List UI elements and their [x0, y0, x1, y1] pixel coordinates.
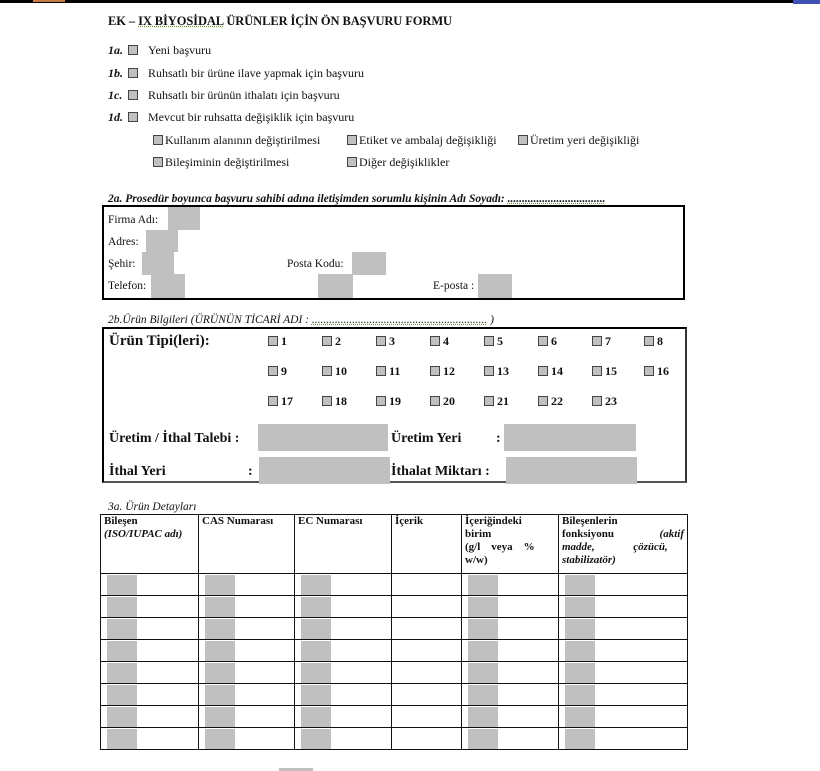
form-field-shading	[301, 685, 331, 705]
product-type-checkbox-16[interactable]	[644, 366, 654, 376]
table-cell[interactable]	[101, 706, 199, 728]
col-function-line: stabilizatör)	[562, 554, 616, 566]
product-type-number: 9	[281, 364, 287, 378]
form-field-shading	[107, 729, 137, 749]
table-cell[interactable]	[559, 640, 688, 662]
form-field-shading	[205, 575, 235, 595]
checkbox-other[interactable]	[347, 157, 357, 167]
product-details-table	[100, 514, 688, 750]
checkbox-composition[interactable]	[153, 157, 163, 167]
product-type-checkbox-4[interactable]	[430, 336, 440, 346]
checkbox-production-site[interactable]	[518, 135, 528, 145]
product-type-option	[268, 364, 287, 379]
product-type-option	[592, 364, 617, 379]
table-row	[101, 662, 688, 684]
col-function-line: madde, çözücü,	[562, 541, 668, 553]
product-type-number: 12	[443, 364, 455, 378]
suboption-composition	[153, 155, 289, 170]
form-field-shading	[205, 707, 235, 727]
company-name-field[interactable]	[168, 207, 200, 230]
section-2a-heading-text: 2a. Prosedür boyunca başvuru sahibi adına iletişimden sorumlu kişinin Adı Soyadı:	[108, 193, 508, 205]
product-type-number: 7	[605, 334, 611, 348]
section-2b-heading	[108, 314, 494, 326]
product-type-number: 18	[335, 394, 347, 408]
form-field-shading	[205, 663, 235, 683]
table-cell[interactable]	[392, 574, 462, 596]
col-function-line: fonksiyonu	[562, 528, 614, 540]
option-1d	[108, 110, 354, 125]
col-component-subtitle: (ISO/IUPAC adı)	[104, 528, 183, 540]
phone-field[interactable]	[151, 274, 185, 298]
company-name-label: Firma Adı:	[108, 214, 159, 226]
col-component	[101, 515, 199, 574]
form-field-shading	[565, 575, 595, 595]
product-type-number: 14	[551, 364, 563, 378]
product-type-option	[538, 364, 563, 379]
product-type-checkbox-9[interactable]	[268, 366, 278, 376]
table-cell[interactable]	[295, 618, 392, 640]
table-row	[101, 574, 688, 596]
trade-name-dots[interactable]: .............................................................	[311, 314, 488, 326]
table-cell[interactable]	[101, 684, 199, 706]
product-type-number: 6	[551, 334, 557, 348]
form-field-shading	[565, 619, 595, 639]
option-1c	[108, 88, 340, 103]
suboption-label: Bileşiminin değiştirilmesi	[165, 155, 290, 169]
product-type-checkbox-5[interactable]	[484, 336, 494, 346]
form-field-shading	[468, 707, 498, 727]
table-row	[101, 596, 688, 618]
col-ec-number: EC Numarası	[295, 515, 392, 574]
form-field-shading	[468, 641, 498, 661]
form-field-shading	[468, 729, 498, 749]
product-type-option	[322, 364, 347, 379]
col-cas-number: CAS Numarası	[199, 515, 295, 574]
table-cell[interactable]	[559, 662, 688, 684]
option-code: 1c.	[108, 88, 123, 102]
product-type-option	[538, 394, 563, 409]
table-cell[interactable]	[559, 596, 688, 618]
form-field-shading	[301, 641, 331, 661]
table-cell[interactable]	[199, 706, 295, 728]
form-field-shading	[205, 685, 235, 705]
product-type-checkbox-11[interactable]	[376, 366, 386, 376]
table-cell[interactable]	[199, 596, 295, 618]
table-cell[interactable]	[462, 684, 559, 706]
phone-label: Telefon:	[108, 280, 147, 292]
product-type-option	[430, 394, 455, 409]
product-type-number: 4	[443, 334, 449, 348]
option-1a	[108, 43, 211, 58]
table-cell[interactable]	[199, 574, 295, 596]
colon: :	[496, 431, 501, 446]
product-type-number: 1	[281, 334, 287, 348]
table-cell[interactable]	[559, 684, 688, 706]
product-type-checkbox-22[interactable]	[538, 396, 548, 406]
form-field-shading	[565, 685, 595, 705]
product-type-option	[322, 394, 347, 409]
col-unit-line: w/w)	[465, 554, 488, 566]
form-field-shading	[301, 597, 331, 617]
product-type-option	[484, 334, 503, 349]
product-type-number: 23	[605, 394, 617, 408]
product-type-option	[592, 394, 617, 409]
table-cell[interactable]	[392, 640, 462, 662]
title-underlined: IX BİYOSİDAL	[138, 14, 224, 28]
title-suffix: ÜRÜNLER İÇİN ÖN BAŞVURU FORMU	[223, 14, 452, 28]
corner-accent	[793, 0, 820, 4]
product-type-number: 20	[443, 394, 455, 408]
table-header-row	[101, 515, 688, 574]
product-type-checkbox-1[interactable]	[268, 336, 278, 346]
table-cell[interactable]	[295, 574, 392, 596]
product-type-number: 17	[281, 394, 293, 408]
table-cell[interactable]	[462, 728, 559, 750]
form-field-shading	[205, 619, 235, 639]
form-field-shading	[565, 707, 595, 727]
product-type-option	[592, 334, 611, 349]
table-cell[interactable]	[559, 618, 688, 640]
product-type-number: 16	[657, 364, 669, 378]
col-unit-line: İçeriğindeki	[465, 515, 522, 527]
option-label: Mevcut bir ruhsatta değişiklik için başvuru	[148, 110, 355, 124]
product-type-checkbox-7[interactable]	[592, 336, 602, 346]
form-field-shading	[468, 619, 498, 639]
product-type-option	[644, 364, 669, 379]
checkbox-1a[interactable]	[128, 45, 138, 55]
product-type-checkbox-23[interactable]	[592, 396, 602, 406]
suboption-label: Diğer değişiklikler	[359, 155, 450, 169]
import-quantity-label: İthalat Miktarı :	[391, 464, 490, 479]
form-title	[108, 14, 452, 29]
production-site-label: Üretim Yeri	[391, 431, 462, 446]
col-content: İçerik	[392, 515, 462, 574]
table-row	[101, 728, 688, 750]
form-field-shading	[107, 619, 137, 639]
product-type-number: 3	[389, 334, 395, 348]
form-field-shading	[301, 619, 331, 639]
form-field-shading	[107, 597, 137, 617]
product-type-number: 10	[335, 364, 347, 378]
form-field-shading	[565, 729, 595, 749]
table-cell[interactable]	[559, 706, 688, 728]
form-field-shading	[205, 641, 235, 661]
suboption-label: Üretim yeri değişikliği	[530, 133, 640, 147]
product-type-number: 22	[551, 394, 563, 408]
option-label: Yeni başvuru	[148, 43, 212, 57]
form-field-shading	[565, 663, 595, 683]
option-code: 1a.	[108, 43, 123, 57]
product-type-option	[376, 364, 400, 379]
email-label: E-posta :	[433, 280, 475, 292]
table-row	[101, 618, 688, 640]
product-type-checkbox-20[interactable]	[430, 396, 440, 406]
product-type-option	[322, 334, 341, 349]
table-cell[interactable]	[392, 618, 462, 640]
product-type-number: 21	[497, 394, 509, 408]
product-type-option	[644, 334, 663, 349]
table-cell[interactable]	[101, 662, 199, 684]
table-cell[interactable]	[101, 618, 199, 640]
production-site-field[interactable]	[504, 424, 636, 451]
form-field-shading	[468, 575, 498, 595]
tab-accent	[33, 0, 65, 2]
table-cell[interactable]	[462, 706, 559, 728]
product-type-checkbox-14[interactable]	[538, 366, 548, 376]
table-cell[interactable]	[101, 574, 199, 596]
form-field-shading	[107, 707, 137, 727]
table-cell[interactable]	[199, 684, 295, 706]
product-type-checkbox-19[interactable]	[376, 396, 386, 406]
checkbox-label-packaging[interactable]	[347, 135, 357, 145]
title-prefix: EK –	[108, 14, 139, 28]
table-cell[interactable]	[392, 684, 462, 706]
form-field-shading	[107, 641, 137, 661]
applicant-info-box	[102, 205, 685, 300]
option-1b	[108, 66, 364, 81]
table-cell[interactable]	[295, 596, 392, 618]
table-cell[interactable]	[199, 728, 295, 750]
product-type-checkbox-15[interactable]	[592, 366, 602, 376]
table-cell[interactable]	[392, 596, 462, 618]
product-type-option	[484, 364, 509, 379]
checkbox-usage-area[interactable]	[153, 135, 163, 145]
option-label: Ruhsatlı bir ürüne ilave yapmak için başvuru	[148, 66, 364, 80]
table-cell[interactable]	[199, 662, 295, 684]
table-cell[interactable]	[199, 618, 295, 640]
col-function-line: (aktif	[659, 528, 684, 540]
product-type-option	[376, 394, 401, 409]
suboption-label: Kullanım alanının değiştirilmesi	[165, 133, 321, 147]
form-field-shading	[107, 575, 137, 595]
section-3a-heading: 3a. Ürün Detayları	[108, 501, 197, 513]
form-field-shading	[205, 729, 235, 749]
product-type-number: 19	[389, 394, 401, 408]
production-import-request-label: Üretim / İthal Talebi :	[109, 431, 240, 446]
col-function-line: Bileşenlerin	[562, 515, 618, 527]
form-field-shading	[565, 641, 595, 661]
product-type-number: 5	[497, 334, 503, 348]
suboption-label: Etiket ve ambalaj değişikliği	[359, 133, 497, 147]
table-cell[interactable]	[295, 684, 392, 706]
fax-field[interactable]	[320, 274, 352, 298]
table-cell[interactable]	[392, 662, 462, 684]
window-top-bar	[0, 0, 820, 3]
product-type-checkbox-21[interactable]	[484, 396, 494, 406]
table-row	[101, 640, 688, 662]
section-2a-heading	[108, 193, 605, 205]
form-field-shading	[565, 597, 595, 617]
product-type-checkbox-10[interactable]	[322, 366, 332, 376]
col-unit-line: birim	[465, 528, 492, 540]
product-type-number: 11	[389, 364, 401, 378]
product-type-checkbox-12[interactable]	[430, 366, 440, 376]
checkbox-1b[interactable]	[128, 68, 138, 78]
form-field-shading	[205, 597, 235, 617]
address-field[interactable]	[146, 230, 178, 252]
table-cell[interactable]	[392, 728, 462, 750]
table-cell[interactable]	[295, 640, 392, 662]
colon: :	[248, 464, 253, 479]
import-quantity-field[interactable]	[506, 457, 637, 484]
suboption-label-packaging	[347, 133, 497, 148]
table-cell[interactable]	[462, 574, 559, 596]
form-field-shading	[301, 663, 331, 683]
table-cell[interactable]	[101, 728, 199, 750]
contact-name-dots[interactable]: ..................................	[507, 193, 606, 205]
table-cell[interactable]	[462, 640, 559, 662]
product-type-number: 13	[497, 364, 509, 378]
import-site-field[interactable]	[259, 457, 390, 484]
city-label: Şehir:	[108, 258, 136, 270]
form-field-shading	[468, 685, 498, 705]
postal-code-field[interactable]	[352, 252, 386, 275]
product-type-number: 15	[605, 364, 617, 378]
section-2b-heading-end: )	[487, 314, 494, 326]
product-type-checkbox-13[interactable]	[484, 366, 494, 376]
product-type-checkbox-6[interactable]	[538, 336, 548, 346]
product-type-checkbox-17[interactable]	[268, 396, 278, 406]
product-type-checkbox-2[interactable]	[322, 336, 332, 346]
import-site-label: İthal Yeri	[109, 464, 166, 479]
product-type-number: 2	[335, 334, 341, 348]
col-component-function	[559, 515, 688, 574]
col-component-title: Bileşen	[104, 515, 138, 527]
form-field-shading	[468, 663, 498, 683]
checkbox-1d[interactable]	[128, 112, 138, 122]
table-cell[interactable]	[199, 640, 295, 662]
table-cell[interactable]	[462, 596, 559, 618]
email-field[interactable]	[478, 274, 512, 298]
table-cell[interactable]	[392, 706, 462, 728]
table-cell[interactable]	[559, 728, 688, 750]
table-cell[interactable]	[462, 618, 559, 640]
product-type-option	[268, 334, 287, 349]
form-field-shading	[301, 575, 331, 595]
product-type-number: 8	[657, 334, 663, 348]
product-type-checkbox-18[interactable]	[322, 396, 332, 406]
product-type-checkbox-8[interactable]	[644, 336, 654, 346]
section-2b-heading-text: 2b.Ürün Bilgileri (ÜRÜNÜN TİCARİ ADI :	[108, 314, 312, 326]
option-label: Ruhsatlı bir ürünün ithalatı için başvuru	[148, 88, 340, 102]
table-row	[101, 684, 688, 706]
production-import-request-field[interactable]	[258, 424, 388, 451]
form-field-shading	[468, 597, 498, 617]
table-cell[interactable]	[559, 574, 688, 596]
suboption-other	[347, 155, 449, 170]
postal-code-label: Posta Kodu:	[287, 258, 344, 270]
product-type-option	[430, 334, 449, 349]
product-info-box	[102, 327, 687, 483]
table-cell[interactable]	[295, 662, 392, 684]
form-field-shading	[301, 729, 331, 749]
table-cell[interactable]	[101, 596, 199, 618]
form-field-shading	[107, 685, 137, 705]
suboption-production-site	[518, 133, 639, 148]
table-cell[interactable]	[462, 662, 559, 684]
table-cell[interactable]	[101, 640, 199, 662]
suboption-usage-area	[153, 133, 320, 148]
product-type-checkbox-3[interactable]	[376, 336, 386, 346]
product-type-option	[538, 334, 557, 349]
form-field-shading	[107, 663, 137, 683]
table-cell[interactable]	[295, 728, 392, 750]
form-field-shading	[301, 707, 331, 727]
option-code: 1b.	[108, 66, 123, 80]
option-code: 1d.	[108, 110, 123, 124]
table-cell[interactable]	[295, 706, 392, 728]
product-type-label: Ürün Tipi(leri):	[109, 333, 210, 349]
product-type-option	[484, 394, 509, 409]
product-type-option	[268, 394, 293, 409]
city-field[interactable]	[142, 252, 174, 275]
checkbox-1c[interactable]	[128, 90, 138, 100]
table-row	[101, 706, 688, 728]
address-label: Adres:	[108, 236, 139, 248]
product-type-option	[430, 364, 455, 379]
product-type-option	[376, 334, 395, 349]
col-content-unit	[462, 515, 559, 574]
col-unit-line: (g/l veya %	[465, 541, 535, 553]
